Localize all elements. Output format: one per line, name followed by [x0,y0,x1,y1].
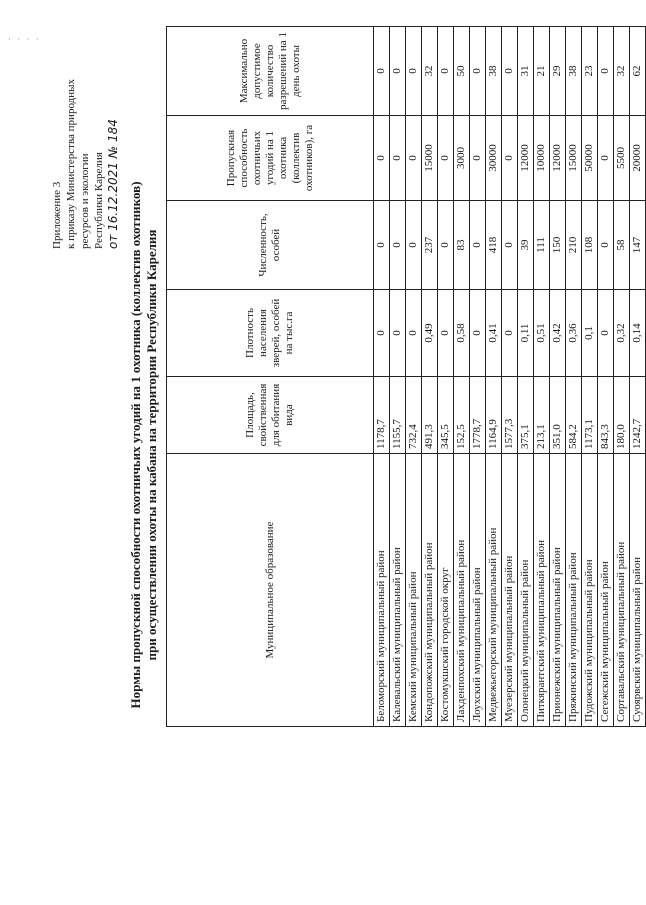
cell-density: 0 [470,290,486,377]
cell-density: 0 [502,290,518,377]
cell-capacity: 20000 [630,116,646,201]
cell-area: 1778,7 [470,377,486,454]
cell-max-permits: 31 [518,27,534,116]
cell-max-permits: 23 [582,27,598,116]
cell-density: 0,14 [630,290,646,377]
cell-density: 0,42 [550,290,566,377]
cell-capacity: 0 [390,116,406,201]
cell-municipality: Беломорский муниципальный район [374,454,390,727]
cell-capacity: 10000 [534,116,550,201]
cell-population: 150 [550,201,566,290]
cell-municipality: Суоярвский муниципальный район [630,454,646,727]
table-row [502,27,518,727]
cell-max-permits: 0 [406,27,422,116]
table-row [390,27,406,727]
cell-area: 584,2 [566,377,582,454]
cell-area: 1164,9 [486,377,502,454]
table-row [518,27,534,727]
cell-capacity: 0 [406,116,422,201]
cell-density: 0 [598,290,614,377]
appendix-header [50,39,120,249]
cell-municipality: Сегежский муниципальный район [598,454,614,727]
table-header-row [167,27,374,727]
cell-capacity: 12000 [518,116,534,201]
table-row [630,27,646,727]
cell-population: 237 [422,201,438,290]
cell-population: 0 [390,201,406,290]
cell-area: 180,0 [614,377,630,454]
table-row [566,27,582,727]
cell-municipality: Пряжинский муниципальный район [566,454,582,727]
cell-area: 491,3 [422,377,438,454]
cell-population: 0 [502,201,518,290]
cell-capacity: 0 [374,116,390,201]
cell-density: 0,36 [566,290,582,377]
table-row [614,27,630,727]
appendix-date-number: от 16.12.2021 № 184 [106,119,120,249]
table-row [454,27,470,727]
cell-municipality: Сортавальский муниципальный район [614,454,630,727]
cell-max-permits: 0 [374,27,390,116]
table-body [374,27,646,727]
cell-area: 152,5 [454,377,470,454]
cell-capacity: 0 [502,116,518,201]
cell-municipality: Калевальский муниципальный район [390,454,406,727]
cell-municipality: Пудожский муниципальный район [582,454,598,727]
cell-density: 0,41 [486,290,502,377]
cell-area: 351,0 [550,377,566,454]
cell-max-permits: 0 [470,27,486,116]
cell-population: 0 [406,201,422,290]
cell-municipality: Муезерский муниципальный район [502,454,518,727]
cell-max-permits: 0 [598,27,614,116]
rotated-document-sheet [10,5,643,885]
cell-capacity: 30000 [486,116,502,201]
header-density: Плотность населения зверей, особей на тыс.га [167,290,374,377]
table-row [438,27,454,727]
cell-capacity: 15000 [566,116,582,201]
header-area: Площадь, свойственная для обитания вида [167,377,374,454]
cell-population: 0 [374,201,390,290]
cell-area: 345,5 [438,377,454,454]
cell-population: 108 [582,201,598,290]
cell-population: 83 [454,201,470,290]
cell-area: 375,1 [518,377,534,454]
cell-area: 213,1 [534,377,550,454]
cell-area: 1577,3 [502,377,518,454]
cell-population: 0 [598,201,614,290]
cell-capacity: 3000 [454,116,470,201]
cell-population: 111 [534,201,550,290]
cell-max-permits: 32 [614,27,630,116]
table-row [486,27,502,727]
header-municipality: Муниципальное образование [167,454,374,727]
cell-municipality: Кондопожский муниципальный район [422,454,438,727]
appendix-ministry: ресурсов и экологии [79,153,91,249]
cell-max-permits: 0 [390,27,406,116]
title-line-1: Нормы пропускной способности охотничьих угодий на 1 охотника (коллектив охотников) [128,181,143,709]
cell-population: 210 [566,201,582,290]
table-row [422,27,438,727]
cell-population: 147 [630,201,646,290]
cell-area: 1178,7 [374,377,390,454]
cell-density: 0 [406,290,422,377]
cell-max-permits: 0 [438,27,454,116]
title-line-2: при осуществлении охоты на кабана на территории Республики Карелия [144,229,159,661]
cell-municipality: Лахденпохский муниципальный район [454,454,470,727]
cell-capacity: 5500 [614,116,630,201]
cell-max-permits: 21 [534,27,550,116]
cell-max-permits: 32 [422,27,438,116]
header-max-permits: Максимально допустимое количество разрешений на 1 день охоты [167,27,374,116]
cell-capacity: 15000 [422,116,438,201]
cell-municipality: Медвежьегорский муниципальный район [486,454,502,727]
cell-density: 0 [390,290,406,377]
cell-area: 1155,7 [390,377,406,454]
cell-density: 0,1 [582,290,598,377]
cell-density: 0,51 [534,290,550,377]
cell-capacity: 50000 [582,116,598,201]
appendix-republic: Республики Карелия [93,152,105,249]
cell-max-permits: 50 [454,27,470,116]
cell-population: 418 [486,201,502,290]
cell-municipality: Костомукшский городской округ [438,454,454,727]
cell-population: 39 [518,201,534,290]
document-title [128,125,160,765]
cell-max-permits: 0 [502,27,518,116]
appendix-order: к приказу Министерства природных [65,78,77,249]
cell-density: 0 [438,290,454,377]
cell-municipality: Лоухский муниципальный район [470,454,486,727]
cell-area: 1173,1 [582,377,598,454]
table-row [550,27,566,727]
table-row [470,27,486,727]
cell-capacity: 0 [438,116,454,201]
cell-max-permits: 62 [630,27,646,116]
cell-capacity: 0 [470,116,486,201]
cell-municipality: Кемский муниципальный район [406,454,422,727]
cell-capacity: 0 [598,116,614,201]
cell-max-permits: 29 [550,27,566,116]
cell-area: 1242,7 [630,377,646,454]
cell-area: 843,3 [598,377,614,454]
table-row [406,27,422,727]
cell-density: 0,32 [614,290,630,377]
header-capacity: Пропускная способность охотничьих угодий на 1 охотника (коллектив охотников), га [167,116,374,201]
table-row [598,27,614,727]
cell-population: 0 [438,201,454,290]
cell-population: 58 [614,201,630,290]
cell-population: 0 [470,201,486,290]
cell-density: 0,49 [422,290,438,377]
appendix-number: Приложение 3 [51,181,63,249]
cell-max-permits: 38 [486,27,502,116]
cell-municipality: Прионежский муниципальный район [550,454,566,727]
cell-density: 0,58 [454,290,470,377]
table-row [582,27,598,727]
table-row [534,27,550,727]
quota-table [166,26,646,727]
table-row [374,27,390,727]
scan-artifact: · · · · [8,34,41,44]
cell-density: 0,11 [518,290,534,377]
cell-municipality: Питкярантский муниципальный район [534,454,550,727]
header-population: Численность, особей [167,201,374,290]
cell-density: 0 [374,290,390,377]
cell-area: 732,4 [406,377,422,454]
cell-municipality: Олонецкий муниципальный район [518,454,534,727]
cell-max-permits: 38 [566,27,582,116]
cell-capacity: 12000 [550,116,566,201]
